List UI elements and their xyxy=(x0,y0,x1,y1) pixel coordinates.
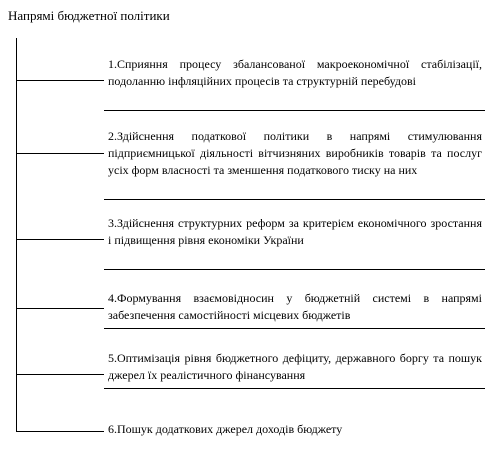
connector-branch-2 xyxy=(16,153,104,154)
policy-item-4: 4.Формування взаємовідносин у бюджетній системі в напрямі забезпечення самостійності місцевих бюджетів xyxy=(108,291,482,322)
policy-item-5: 5.Оптимізація рівня бюджетного дефіциту, державного боргу та пошук джерел їх реалістичного фінансування xyxy=(108,351,482,382)
item-underline-2 xyxy=(104,199,485,200)
policy-item-2: 2.Здійснення податкової політики в напрямі стимулювання підприємницької діяльності вітчизняних виробників товарів та послуг усіх форм власності та зменшення податкового тиску на них xyxy=(108,129,482,177)
item-underline-3 xyxy=(104,269,485,270)
connector-branch-3 xyxy=(16,239,104,240)
connector-branch-1 xyxy=(16,80,104,81)
connector-branch-5 xyxy=(16,374,104,375)
policy-item-1: 1.Сприяння процесу збалансованої макроекономічної стабілізації, подоланню інфляційних процесів та структурній перебудові xyxy=(108,57,482,88)
connector-branch-6 xyxy=(16,431,104,432)
item-underline-5 xyxy=(104,388,485,389)
policy-item-3: 3.Здійснення структурних реформ за критерієм економічного зростання і підвищення рівня економіки України xyxy=(108,216,482,247)
connector-branch-4 xyxy=(16,308,104,309)
item-underline-4 xyxy=(104,328,485,329)
item-underline-1 xyxy=(104,110,485,111)
vertical-connector-line xyxy=(16,38,17,431)
diagram-title: Напрямі бюджетної політики xyxy=(8,8,170,23)
policy-item-6: 6.Пошук додаткових джерел доходів бюджету xyxy=(108,422,343,436)
